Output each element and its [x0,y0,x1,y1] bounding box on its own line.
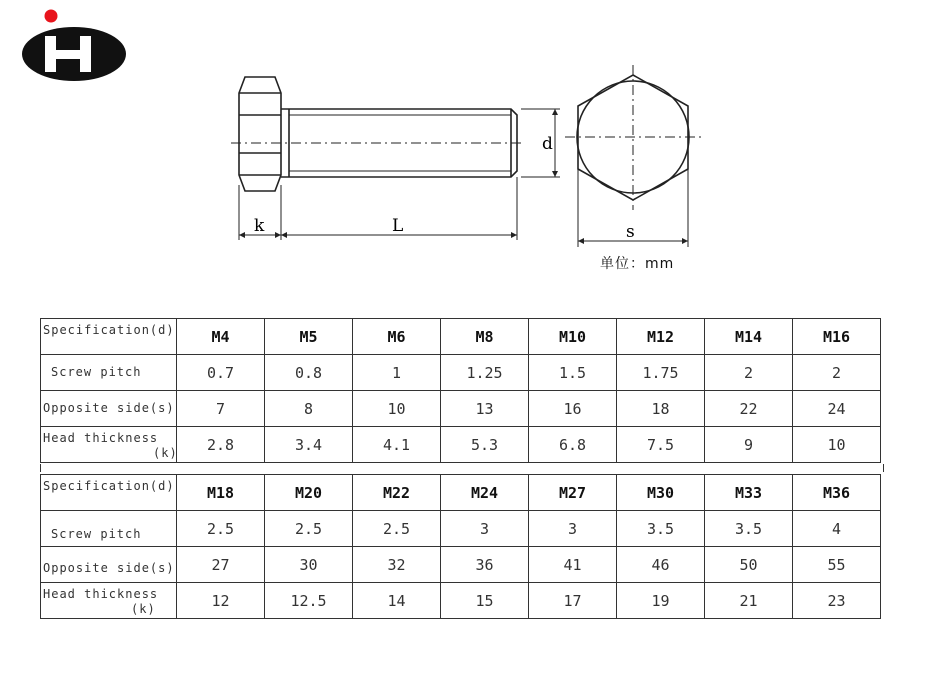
table-row [41,427,881,463]
size-cell: M16 [793,319,881,355]
pitch-cell: 2.5 [177,511,265,547]
pitch-cell: 2 [705,355,793,391]
side-cell: 10 [353,391,441,427]
head-cell: 3.4 [265,427,353,463]
table-row [41,583,881,619]
side-cell: 41 [529,547,617,583]
head-cell: 19 [617,583,705,619]
dim-s-label: s [626,222,635,242]
side-cell: 32 [353,547,441,583]
row-label-screw-pitch: Screw pitch [41,355,177,391]
side-cell: 24 [793,391,881,427]
head-cell: 10 [793,427,881,463]
head-cell: 7.5 [617,427,705,463]
dim-d-label: d [542,134,553,154]
side-cell: 50 [705,547,793,583]
head-cell: 15 [441,583,529,619]
pitch-cell: 1.75 [617,355,705,391]
size-cell: M22 [353,475,441,511]
row-label-head-thickness: Head thickness (k) [41,427,177,463]
side-cell: 55 [793,547,881,583]
size-cell: M10 [529,319,617,355]
table-row [41,511,881,547]
head-cell: 4.1 [353,427,441,463]
side-cell: 7 [177,391,265,427]
head-cell: 14 [353,583,441,619]
size-cell: M6 [353,319,441,355]
side-cell: 22 [705,391,793,427]
spec-table-1 [40,318,881,463]
head-cell: 9 [705,427,793,463]
pitch-cell: 3 [529,511,617,547]
side-cell: 46 [617,547,705,583]
pitch-cell: 1.25 [441,355,529,391]
head-cell: 17 [529,583,617,619]
side-cell: 16 [529,391,617,427]
pitch-cell: 0.8 [265,355,353,391]
side-cell: 27 [177,547,265,583]
side-cell: 18 [617,391,705,427]
size-cell: M4 [177,319,265,355]
row-label-screw-pitch: Screw pitch [41,511,177,547]
pitch-cell: 3.5 [705,511,793,547]
side-cell: 8 [265,391,353,427]
table-separator [40,464,884,472]
pitch-cell: 3 [441,511,529,547]
size-cell: M14 [705,319,793,355]
dim-k-label: k [254,216,265,236]
size-cell: M20 [265,475,353,511]
table-row [41,475,881,511]
row-label-opposite-side: Opposite side(s) [41,391,177,427]
head-cell: 12 [177,583,265,619]
head-cell: 5.3 [441,427,529,463]
row-label-specification: Specification(d) [41,319,177,355]
company-logo [14,8,126,84]
spec-table-2 [40,474,881,619]
pitch-cell: 3.5 [617,511,705,547]
bolt-technical-drawing [225,65,715,280]
pitch-cell: 1.5 [529,355,617,391]
size-cell: M18 [177,475,265,511]
bolt-head-side [239,77,281,191]
size-cell: M8 [441,319,529,355]
table-row [41,319,881,355]
head-cell: 21 [705,583,793,619]
pitch-cell: 4 [793,511,881,547]
head-cell: 6.8 [529,427,617,463]
table-row [41,391,881,427]
side-cell: 30 [265,547,353,583]
side-cell: 36 [441,547,529,583]
unit-label: 单位：mm [600,256,675,272]
size-cell: M30 [617,475,705,511]
head-cell: 2.8 [177,427,265,463]
table-row [41,547,881,583]
dim-L-label: L [392,216,404,236]
size-cell: M27 [529,475,617,511]
size-cell: M36 [793,475,881,511]
side-cell: 13 [441,391,529,427]
logo-red-dot [45,10,58,23]
table-row [41,355,881,391]
pitch-cell: 0.7 [177,355,265,391]
head-cell: 12.5 [265,583,353,619]
pitch-cell: 2.5 [353,511,441,547]
size-cell: M12 [617,319,705,355]
size-cell: M24 [441,475,529,511]
size-cell: M33 [705,475,793,511]
row-label-specification: Specification(d) [41,475,177,511]
pitch-cell: 2.5 [265,511,353,547]
pitch-cell: 1 [353,355,441,391]
pitch-cell: 2 [793,355,881,391]
row-label-opposite-side: Opposite side(s) [41,547,177,583]
size-cell: M5 [265,319,353,355]
head-cell: 23 [793,583,881,619]
row-label-head-thickness: Head thickness (k) [41,583,177,619]
